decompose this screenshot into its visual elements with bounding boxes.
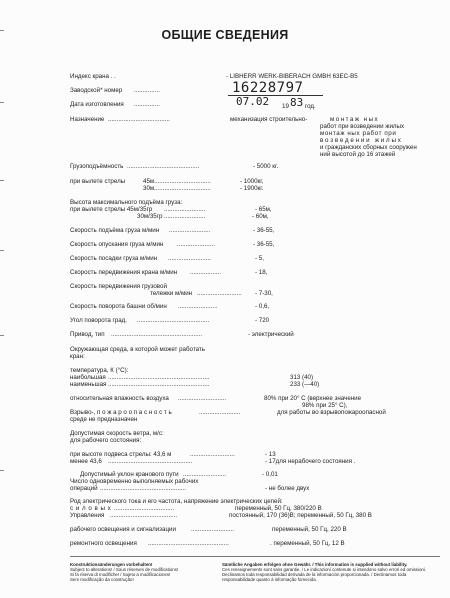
slew-angle-value: - 720 — [255, 317, 270, 324]
humidity-label: относительная влажность воздуха — [70, 395, 169, 402]
factory-number-dots: ............... — [134, 87, 160, 94]
reach-45-dots: 45м................................. — [143, 178, 211, 185]
lower-speed-dots: ...................... — [177, 241, 215, 248]
drive-value: - электрический — [248, 331, 294, 338]
lift-speed-value: - 36-55, — [253, 227, 275, 234]
simultaneous-label: Число одновременно выполняемых рабочих — [70, 478, 199, 485]
manufacture-year: 83 — [290, 96, 304, 109]
repair-lighting-dots: ............................................... — [148, 540, 229, 547]
footer-left-2: Subject to alterations! / Sous réserves de modifications! — [70, 567, 179, 572]
slew-angle-dots: .......................................... — [137, 317, 210, 324]
footer-right-4: responsabilidade quanto à informação fornecida. — [222, 577, 317, 582]
footer-left-4: Sem modificação da construção! — [70, 577, 134, 582]
factory-number-value: 16228797 — [232, 80, 304, 96]
current-control-value: постоянный, 170 (36)В; переменный, 50 Гц, 380 В — [229, 512, 372, 519]
wind-high-label: при высоте подвеса стрелы: 43,6 м — [70, 451, 172, 458]
tilt-dots: ......................... — [183, 471, 226, 478]
scan-mark — [0, 335, 4, 336]
reach-30-dots: 30м................................. — [143, 185, 211, 192]
current-label: Род электрического тока и его частота, напряжение электрических цепей: — [70, 498, 283, 505]
purpose-line-4: возведении жилых — [320, 137, 403, 144]
footer-right-2: Ces renseignements sont sans garantie. / Le indicazioni contenute si intendono salvo errori ed omissioni. — [222, 567, 427, 572]
scan-mark — [0, 180, 4, 181]
purpose-value: механизация строительно- — [230, 116, 308, 123]
capacity-dots: .......................................... — [127, 163, 200, 170]
lift-speed-label: Скорость подъёма груза м/мин — [70, 227, 160, 234]
scan-mark — [0, 470, 4, 471]
purpose-line-2: работ при возведении жилых — [320, 123, 405, 130]
environment-label: Окружающая среда, в которой может работать — [70, 346, 205, 353]
current-control-label: Управления — [70, 512, 105, 519]
slew-angle-label: Угол поворота град. — [70, 317, 127, 324]
travel-speed-dots: .................. — [190, 269, 221, 276]
current-power-value: переменный, 50 Гц, 380/220 В — [235, 505, 322, 512]
manufacture-date-value: 07.02 — [236, 95, 270, 108]
footer-right-3: Declinamos toda responsabilidad derivada de la información proporcionada. / Declinamos toda — [222, 572, 407, 577]
lower-speed-label: Скорость опускания груза м/мин — [70, 241, 164, 248]
drive-dots: ..................................................... — [111, 331, 203, 338]
wind-low-dots: ................................................. — [108, 458, 193, 465]
reach-30-value: - 1900кг. — [240, 185, 264, 192]
purpose-dots: .................................... — [108, 116, 170, 123]
wind-low-label: менее 43,6 — [70, 458, 102, 465]
explosion-value: для работы во взрывопожароопасной — [277, 409, 386, 416]
purpose-line-6: ний высотой до 16 этажей — [320, 151, 396, 158]
factory-number-label: Заводской* номер — [70, 87, 123, 94]
landing-speed-dots: ......................... — [168, 255, 211, 262]
wind-label: Допустимая скорость ветра, м/с: — [70, 430, 164, 437]
max-height-30-label: 30м/35гр — [137, 213, 163, 220]
lower-speed-value: - 36-55, — [253, 241, 275, 248]
max-height-45-dots: ........................ — [164, 206, 206, 213]
trolley-speed-label: Скорость передвижения грузовой — [70, 283, 167, 290]
slew-speed-label: Скорость поворота башни об/мин — [70, 303, 167, 310]
wind-label-2: для рабочего состояния: — [70, 437, 142, 444]
current-power-dots: ................................... — [114, 505, 175, 512]
page-title: ОБЩИЕ СВЕДЕНИЯ — [161, 28, 289, 42]
purpose-line-1: монтаж ных — [330, 116, 380, 123]
reach-45-value: - 1000кг, — [240, 178, 264, 185]
trolley-speed-value: - 7-30, — [255, 290, 273, 297]
manufacture-date-dots: ............... — [134, 101, 160, 108]
simultaneous-dots: .................................................. — [100, 485, 186, 492]
temperature-min-label: наименьшая — [70, 381, 107, 388]
crane-index-label: Индекс крана . . — [70, 73, 116, 80]
purpose-label: Назначение — [70, 116, 105, 123]
manufacture-date-label: Дата изготовления — [70, 101, 124, 108]
wind-high-dots: .......................... — [190, 451, 235, 458]
temperature-max-label: наибольшая — [70, 374, 106, 381]
purpose-line-3: монтаж ных работ при — [320, 130, 397, 137]
travel-speed-label: Скорость передвижения крана м/мин — [70, 269, 178, 276]
drive-label: Привод, тип — [70, 331, 105, 338]
slew-speed-dots: ....................... — [178, 303, 218, 310]
scan-mark — [0, 250, 4, 251]
travel-speed-value: - 18, — [255, 269, 268, 276]
capacity-label: Грузоподъёмность — [70, 163, 124, 170]
max-height-45-label: при вылете стрелы 45м/35гр — [70, 206, 153, 213]
footer-right-1: Sämtliche Angaben erfolgen ohne Gewähr. / This information is supplied without liability. — [222, 562, 408, 567]
current-control-dots: ....................................... — [110, 512, 178, 519]
current-power-label: с и л о в ы х — [70, 505, 112, 512]
environment-label-2: кран: — [70, 353, 85, 360]
wind-low-value: - 17для нерабочего состояния . — [265, 458, 356, 465]
max-height-30-value: - 60м, — [252, 213, 269, 220]
manufacture-year-suffix: год. — [305, 103, 316, 110]
work-lighting-dots: ......................... — [191, 526, 234, 533]
footer-left-3: Si fa riserva di modifiche! / Sujeto a modificaciones! — [70, 572, 171, 577]
temperature-label: температура, К (°С): — [70, 367, 129, 374]
explosion-dots: ........................ — [199, 409, 241, 416]
work-lighting-label: рабочего освещения и сигнализации — [70, 526, 176, 533]
temperature-min-value: 233 (—40) — [290, 381, 320, 388]
trolley-speed-dots: .......................... — [197, 290, 242, 297]
manufacture-year-prefix: 19 — [282, 103, 289, 110]
temperature-max-dots: ........................................................... — [108, 374, 210, 381]
reach-label: при вылете стрелы — [70, 178, 126, 185]
humidity-dots: ............................ — [178, 395, 227, 402]
max-height-30-dots: ........................ — [164, 213, 206, 220]
tilt-value: - 0,01 — [262, 471, 278, 478]
tilt-label: Допустимый уклон кранового пути — [80, 471, 179, 478]
temperature-max-value: 313 (40) — [290, 374, 314, 381]
humidity-value-2: 98% при 25° С), — [302, 402, 348, 409]
max-height-label: Высота максимального подъёма груза: — [70, 199, 183, 206]
purpose-line-5: и гражданских сборных сооружен — [320, 144, 417, 151]
footer-left-1: Konstruktionsänderungen vorbehalten! — [70, 562, 153, 567]
work-lighting-value: переменный, 50 Гц, 220 В — [272, 526, 347, 533]
humidity-value: 80% при 20° С (верхнее значение — [264, 395, 362, 402]
capacity-value: - 5000 кг. — [253, 163, 279, 170]
landing-speed-label: Скорость посадки груза м/мин — [70, 255, 158, 262]
repair-lighting-value: . переменный, 50 Гц, 12 В — [270, 540, 345, 547]
repair-lighting-label: ремонтного освещения — [70, 540, 137, 547]
max-height-45-value: - 65м, — [255, 206, 272, 213]
trolley-speed-sublabel: тележки м/мин — [150, 290, 193, 297]
simultaneous-value: - не более двух — [265, 485, 310, 492]
simultaneous-label-2: операций — [70, 485, 98, 492]
landing-speed-value: - 5, — [255, 255, 264, 262]
explosion-label: Взрыво-, п о ж а р о о п а с н о с т ь — [70, 409, 172, 416]
footer-rule — [70, 556, 440, 557]
scan-mark — [0, 30, 4, 31]
slew-speed-value: - 0,6, — [255, 303, 270, 310]
scan-mark — [0, 102, 4, 103]
crane-index-value: - LIBHERR WERK-BIBERACH GMBH 63EC-B5 — [226, 73, 358, 80]
explosion-label-2: среде не предназначен — [70, 416, 138, 423]
temperature-min-dots: ........................................................... — [108, 381, 210, 388]
lift-speed-dots: ........................ — [169, 227, 211, 234]
wind-high-value: - 13 — [265, 451, 276, 458]
